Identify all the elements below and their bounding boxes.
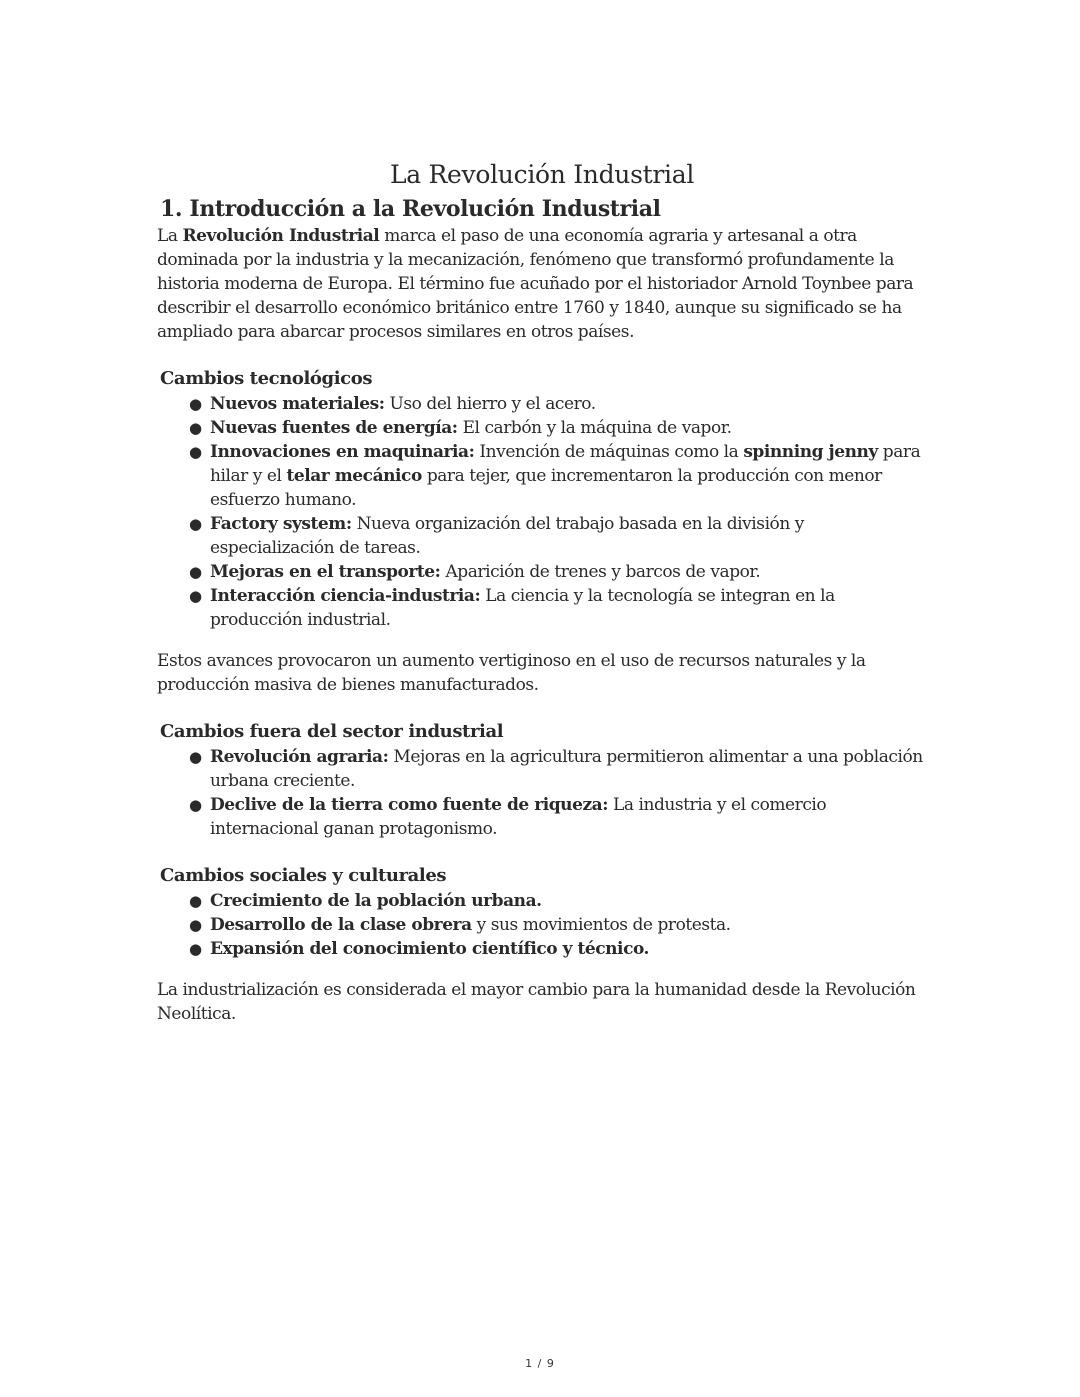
list-item: ● Desarrollo de la clase obrera y sus movimientos de protesta. — [189, 915, 731, 935]
subheading-social-changes: Cambios sociales y culturales — [160, 865, 447, 886]
list-item: ● Declive de la tierra como fuente de riqueza: La industria y el comercio internacional ganan protagonismo. — [189, 795, 827, 839]
nonindustrial-changes-list — [157, 745, 927, 841]
intro-text: marca el paso de una economía agraria y artesanal a otra dominada por la industria y la mecanización, fenómeno que transformó profundamente la historia moderna de Europa. El término fue acuñado por el historiador Arnold Toynbee para describir el desarrollo económico británico entre 1760 y 1840, aunque su significado se ha ampliado para abarcar procesos similares en otros países. — [157, 226, 914, 342]
bullet-icon: ● — [189, 916, 202, 934]
list-item: ● Crecimiento de la población urbana. — [189, 891, 542, 911]
list-item: ● Interacción ciencia-industria: La ciencia y la tecnología se integran en la producción industrial. — [189, 586, 835, 630]
list-item: ● Nuevos materiales: Uso del hierro y el acero. — [189, 394, 596, 414]
intro-prefix: La — [157, 226, 183, 246]
tech-summary-paragraph: Estos avances provocaron un aumento vertiginoso en el uso de recursos naturales y la producción masiva de bienes manufacturados. — [157, 651, 866, 695]
list-item: ● Factory system: Nueva organización del trabajo basada en la división y especialización de tareas. — [189, 514, 804, 558]
tech-changes-list — [157, 392, 927, 632]
subheading-nonindustrial-changes: Cambios fuera del sector industrial — [160, 721, 504, 742]
bullet-icon: ● — [189, 443, 202, 461]
bullet-icon: ● — [189, 515, 202, 533]
bullet-icon: ● — [189, 563, 202, 581]
document-title: La Revolución Industrial — [389, 160, 695, 189]
intro-bold-term: Revolución Industrial — [182, 226, 380, 246]
list-item: ● Mejoras en el transporte: Aparición de trenes y barcos de vapor. — [189, 562, 761, 582]
list-item: ● Innovaciones en maquinaria: Invención de máquinas como la spinning jenny para hilar y el telar mecánico para tejer, que incrementaron la producción con menor esfuerzo humano. — [189, 442, 921, 510]
page-indicator: 1 / 9 — [525, 1357, 555, 1370]
conclusion-paragraph: La industrialización es considerada el mayor cambio para la humanidad desde la Revolución Neolítica. — [157, 980, 916, 1024]
bullet-icon: ● — [189, 419, 202, 437]
bullet-icon: ● — [189, 587, 202, 605]
intro-paragraph — [157, 224, 927, 344]
bullet-icon: ● — [189, 892, 202, 910]
bullet-icon: ● — [189, 395, 202, 413]
bullet-icon: ● — [189, 940, 202, 958]
bullet-icon: ● — [189, 748, 202, 766]
subheading-tech-changes: Cambios tecnológicos — [160, 368, 373, 389]
list-item: ● Revolución agraria: Mejoras en la agricultura permitieron alimentar a una población urbana creciente. — [189, 747, 923, 791]
document-page — [157, 158, 927, 1026]
list-item: ● Expansión del conocimiento científico y técnico. — [189, 939, 650, 959]
bullet-icon: ● — [189, 796, 202, 814]
list-item: ● Nuevas fuentes de energía: El carbón y la máquina de vapor. — [189, 418, 732, 438]
social-changes-list — [157, 889, 927, 961]
section-heading-introduction: 1. Introducción a la Revolución Industrial — [160, 196, 661, 222]
